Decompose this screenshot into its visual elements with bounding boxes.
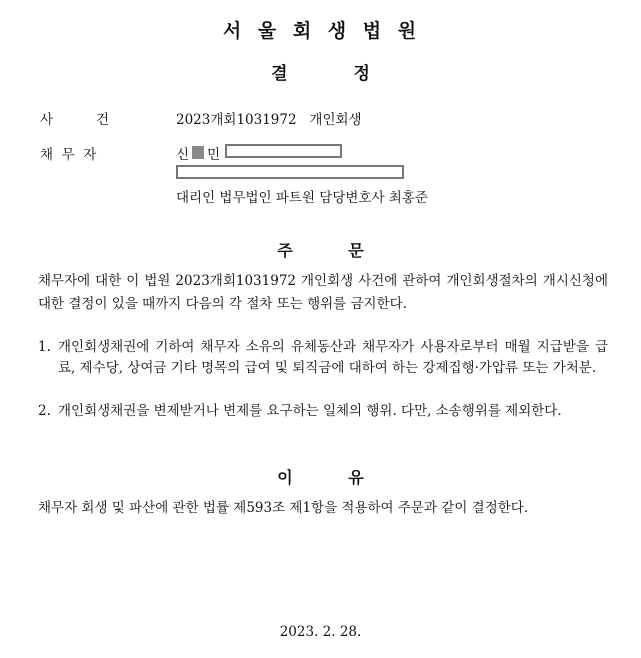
redaction-mark [192,146,204,159]
item-number: 2. [38,403,51,419]
order-paragraph: 채무자에 대한 이 법원 2023개회1031972 개인회생 사건에 관하여 개인회생절차의 개시신청에 대한 결정이 있을 때까지 다음의 각 절차 또는 행위를 금지한다. [38,273,608,312]
case-value: 2023개회1031972 개인회생 [176,112,362,128]
debtor-name-start: 신 [176,147,190,163]
debtor-name-end: 민 [207,147,221,163]
order-item [38,337,608,379]
debtor-label: 채 무 자 [40,147,97,163]
reason-paragraph: 채무자 회생 및 파산에 관한 법률 제593조 제1항을 적용하여 주문과 같이 결정한다. [38,500,529,516]
redaction-box [225,144,342,158]
item-number: 1. [38,339,51,355]
agent-line: 대리인 법무법인 파트원 담당변호사 최홍준 [176,190,428,206]
case-label: 사 건 [40,112,109,128]
redaction-box [176,165,404,179]
order-heading: 주 문 [277,241,364,260]
court-name: 서 울 회 생 법 원 [222,20,419,42]
decision-date: 2023. 2. 28. [279,624,362,640]
item-text: 개인회생채권에 기하여 채무자 소유의 유체동산과 채무자가 사용자로부터 매월 지급받을 급료, 제수당, 상여금 기타 명목의 급여 및 퇴직금에 대하여 하는 강제집행·가압류 또는 가처분. [58,339,608,376]
reason-heading: 이 유 [277,468,364,487]
document-type-title: 결 정 [271,64,370,84]
order-item [38,401,608,422]
item-text: 개인회생채권을 변제받거나 변제를 요구하는 일체의 행위. 다만, 소송행위를 제외한다. [58,403,562,419]
